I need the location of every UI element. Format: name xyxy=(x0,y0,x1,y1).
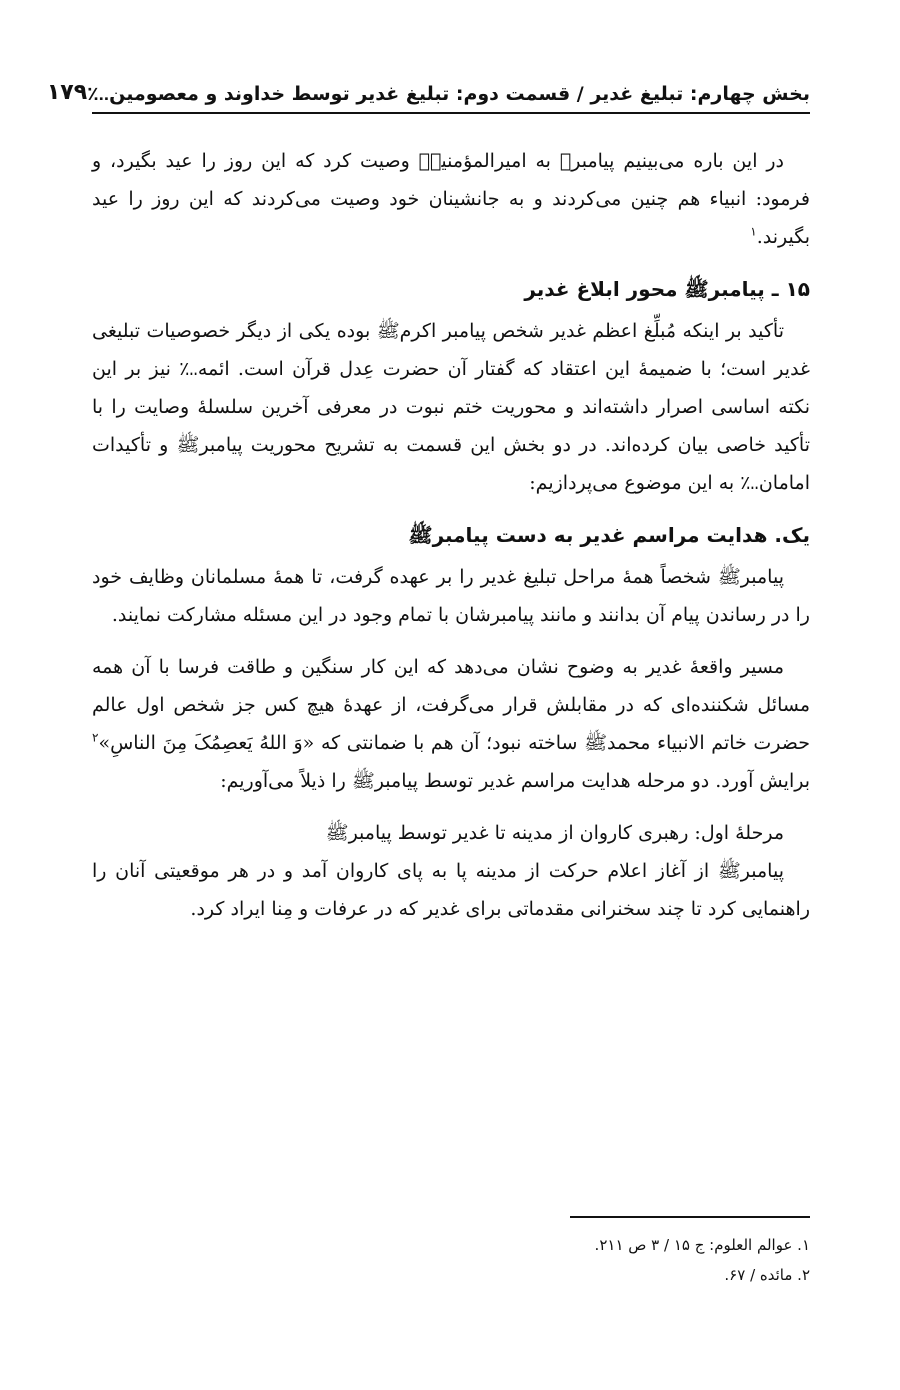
text-run: مسیر واقعهٔ غدیر به وضوح نشان می‌دهد که این کار سنگین و طاقت فرسا با آن همه مسائل شکننده‌ای که در مقابلش قرار می‌گرفت، از عهدهٔ هیچ کس جز شخص اول عالم حضرت خاتم الانبیاء محمد xyxy=(92,656,810,754)
paragraph-yek-2 xyxy=(92,648,810,800)
paragraph-section-15 xyxy=(92,312,810,502)
paragraph-intro xyxy=(92,142,810,256)
text-run: را ذیلاً می‌آوریم: xyxy=(220,770,352,792)
text-run: تأکید بر اینکه مُبلِّغ اعظم غدیر شخص پیامبر اکرم xyxy=(399,320,784,342)
honorific-glyph: ﷺ xyxy=(176,434,200,456)
honorific-glyph: ﷺ xyxy=(584,732,608,754)
book-page xyxy=(46,62,810,1362)
text-run: محور ابلاغ غدیر xyxy=(524,277,685,301)
text-run: و تأکیدات امامان xyxy=(92,434,810,494)
running-title xyxy=(87,83,810,106)
honorific-glyph: ﷺ xyxy=(351,770,375,792)
honorific-glyph: ﷺ xyxy=(408,523,433,547)
text-run: به امیرالمؤمنین xyxy=(418,150,560,172)
page-body xyxy=(92,142,810,928)
text-run: به این موضوع می‌پردازیم: xyxy=(529,472,741,494)
text-run: پیامبر xyxy=(740,860,784,882)
text-run: یک. هدایت مراسم غدیر به دست پیامبر xyxy=(432,523,810,547)
text-run: بوده یکی از دیگر خصوصیات تبلیغی غدیر است؛ با ضمیمهٔ این اعتقاد که گفتار آن حضرت عِدل قرآن است. ائمه xyxy=(92,320,810,380)
text-run: مرحلهٔ اول: رهبری کاروان از مدینه تا غدیر توسط پیامبر xyxy=(348,822,784,844)
text-run: نیز بر این نکته اساسی اصرار داشته‌اند و محوریت ختم نبوت در معرفی آخرین سلسلهٔ وصایت را با تأکید خاصی بیان کرده‌اند. در دو بخش این قسمت به تشریح محوریت پیامبر xyxy=(92,358,810,456)
honorific-glyph: ﷺ xyxy=(717,566,741,588)
honorific-glyph: ؊ xyxy=(179,358,198,380)
footnote-divider xyxy=(570,1216,810,1218)
text-run: برایش آورد. دو مرحله هدایت مراسم غدیر توسط پیامبر xyxy=(374,770,810,792)
page-header xyxy=(46,62,810,114)
honorific-glyph: ﷺ xyxy=(717,860,741,882)
footnote-2: ۲. مائده / ۶۷. xyxy=(724,1266,810,1284)
section-heading-15 xyxy=(92,270,810,308)
honorific-glyph: ﷺ xyxy=(559,150,572,172)
running-title-text: بخش چهارم: تبلیغ غدیر / قسمت دوم: تبلیغ غدیر توسط خداوند و معصومین xyxy=(109,83,810,106)
footnote-1: ۱. عوالم العلوم: ج ۱۵ / ۳ ص ۲۱۱. xyxy=(594,1236,810,1254)
paragraph-stage-1 xyxy=(92,852,810,928)
honorific-glyph: ﷺ xyxy=(684,277,709,301)
text-run: وصیت کرد که این روز را عید بگیرد، و فرمود: انبیاء هم چنین می‌کردند و به جانشینان خود وصیت می‌کردند که این روز را عید بگیرند. xyxy=(92,150,810,248)
honorific-glyph: ؊ xyxy=(740,472,759,494)
text-run: شخصاً همهٔ مراحل تبلیغ غدیر را بر عهده گرفت، تا همهٔ مسلمانان وظایف خود را در رساندن پیام آن بدانند و مانند پیامبرشان با تمام وجود در این مسئله مشارکت نمایند. xyxy=(92,566,810,626)
honorific-glyph: ؊ xyxy=(87,83,110,106)
honorific-glyph: ﷺ xyxy=(325,822,349,844)
subsection-heading-yek xyxy=(92,516,810,554)
honorific-glyph: ﷺ xyxy=(376,320,400,342)
paragraph-yek-1 xyxy=(92,558,810,634)
text-run: در این باره می‌بینیم پیامبر xyxy=(571,150,784,172)
stage-1-title xyxy=(92,814,810,852)
footnotes xyxy=(92,1216,810,1290)
text-run: ۱۵ ـ پیامبر xyxy=(708,277,810,301)
text-run: از آغاز اعلام حرکت از مدینه پا به پای کاروان آمد و در هر موقعیتی آنان را راهنمایی کرد تا چند سخنرانی مقدماتی برای غدیر که در عرفات و مِنا ایراد کرد. xyxy=(92,860,810,920)
text-run: ساخته نبود؛ آن هم با ضمانتی که «وَ اللهُ یَعصِمُکَ مِنَ الناسِ» xyxy=(98,732,585,754)
footnote-ref[interactable]: ۲ xyxy=(92,730,99,745)
footnote-ref[interactable]: ۱ xyxy=(750,224,757,239)
text-run: پیامبر xyxy=(740,566,784,588)
page-number: ۱۷۹ xyxy=(46,79,88,105)
